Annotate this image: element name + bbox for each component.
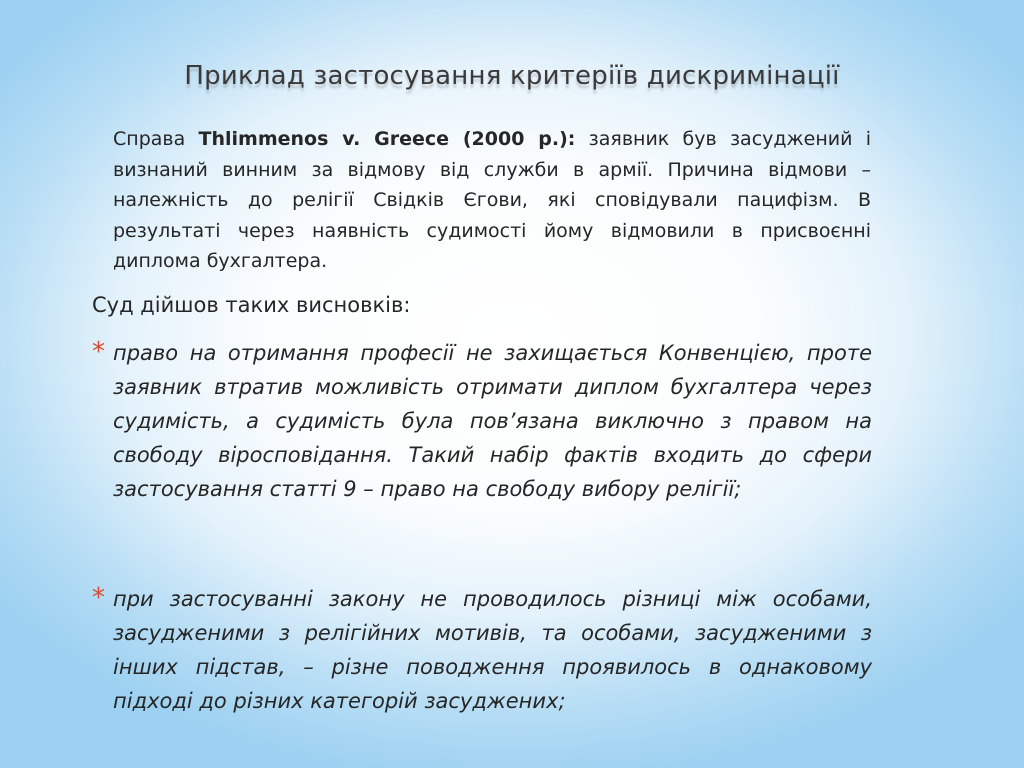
case-name: Thlimmenos v. Greece (2000 р.): <box>198 128 576 150</box>
slide-title: Приклад застосування критеріїв дискримінації <box>184 61 840 91</box>
conclusion-bullet-text: при застосуванні закону не проводилось різниці між особами, засудженими з релігійних мотивів, та особами, засудженими з інших підстав, – різне поводження проявилось в однаковому підході до різних категорій засуджених; <box>113 587 872 713</box>
case-intro-body: заявник був засуджений і визнаний винним за відмову від служби в армії. Причина відмови – належність до релігії Свідків Єгови, які сповідували пацифізм. В результаті через наявність судимості йому відмовили в присвоєнні диплома бухгалтера. <box>113 128 871 272</box>
case-intro-prefix: Справа <box>113 128 199 150</box>
conclusion-bullet-1 <box>92 336 872 506</box>
conclusion-bullet-2 <box>92 582 872 718</box>
conclusion-bullet-text: право на отримання професії не захищається Конвенцією, проте заявник втратив можливість отримати диплом бухгалтера через судимість, а судимість була пов’язана виключно з правом на свободу віросповідання. Такий набір фактів входить до сфери застосування статті 9 – право на свободу вибору релігії; <box>113 341 872 501</box>
asterisk-bullet-icon: * <box>92 583 105 613</box>
asterisk-bullet-icon: * <box>92 337 105 367</box>
conclusion-lead: Суд дійшов таких висновків: <box>92 293 411 317</box>
case-intro-paragraph <box>113 124 871 277</box>
